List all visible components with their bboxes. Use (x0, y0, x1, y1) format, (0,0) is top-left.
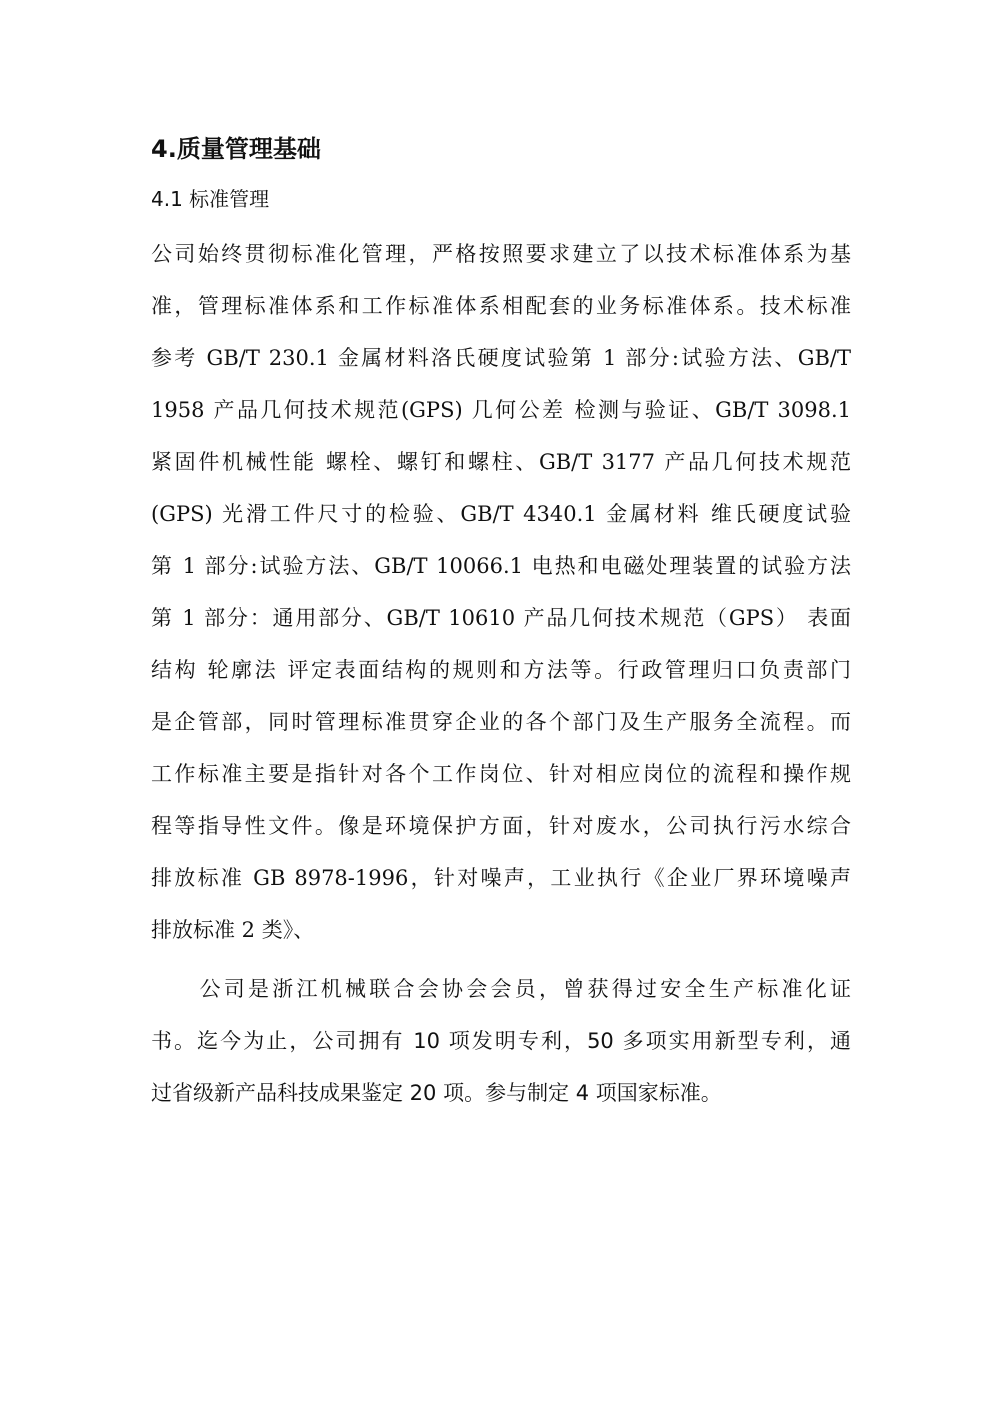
paragraph-line: 紧固件机械性能 螺栓、螺钉和螺柱、GB/T 3177 产品几何技术规范 (151, 450, 851, 474)
paragraph-line: (GPS) 光滑工件尺寸的检验、GB/T 4340.1 金属材料 维氏硬度试验 (151, 502, 851, 526)
paragraph-line: 程等指导性文件。像是环境保护方面，针对废水，公司执行污水综合 (151, 814, 851, 838)
paragraph-line: 书。迄今为止，公司拥有 10 项发明专利，50 多项实用新型专利，通 (151, 1029, 851, 1053)
paragraph-company (151, 963, 851, 1119)
paragraph-line: 过省级新产品科技成果鉴定 20 项。参与制定 4 项国家标准。 (151, 1081, 722, 1105)
paragraph-line: 是企管部，同时管理标准贯穿企业的各个部门及生产服务全流程。而 (151, 710, 851, 734)
paragraph-line: 排放标准 GB 8978-1996，针对噪声，工业执行《企业厂界环境噪声 (151, 866, 851, 890)
paragraph-line: 1958 产品几何技术规范(GPS) 几何公差 检测与验证、GB/T 3098.1 (151, 398, 851, 422)
paragraph-line: 工作标准主要是指针对各个工作岗位、针对相应岗位的流程和操作规 (151, 762, 851, 786)
section-heading: 4.质量管理基础 (151, 135, 321, 163)
subsection-heading: 4.1 标准管理 (151, 187, 270, 211)
paragraph-line: 第 1 部分:试验方法、GB/T 10066.1 电热和电磁处理装置的试验方法 (151, 554, 851, 578)
paragraph-standards (151, 228, 851, 956)
paragraph-line: 结构 轮廓法 评定表面结构的规则和方法等。行政管理归口负责部门 (151, 658, 851, 682)
paragraph-line: 参考 GB/T 230.1 金属材料洛氏硬度试验第 1 部分:试验方法、GB/T (151, 346, 851, 370)
paragraph-line: 公司始终贯彻标准化管理，严格按照要求建立了以技术标准体系为基 (151, 242, 851, 266)
paragraph-line: 公司是浙江机械联合会协会会员，曾获得过安全生产标准化证 (151, 977, 851, 1001)
paragraph-line: 排放标准 2 类》、 (151, 918, 315, 942)
paragraph-line: 第 1 部分：通用部分、GB/T 10610 产品几何技术规范（GPS） 表面 (151, 606, 851, 630)
paragraph-line: 准，管理标准体系和工作标准体系相配套的业务标准体系。技术标准 (151, 294, 851, 318)
